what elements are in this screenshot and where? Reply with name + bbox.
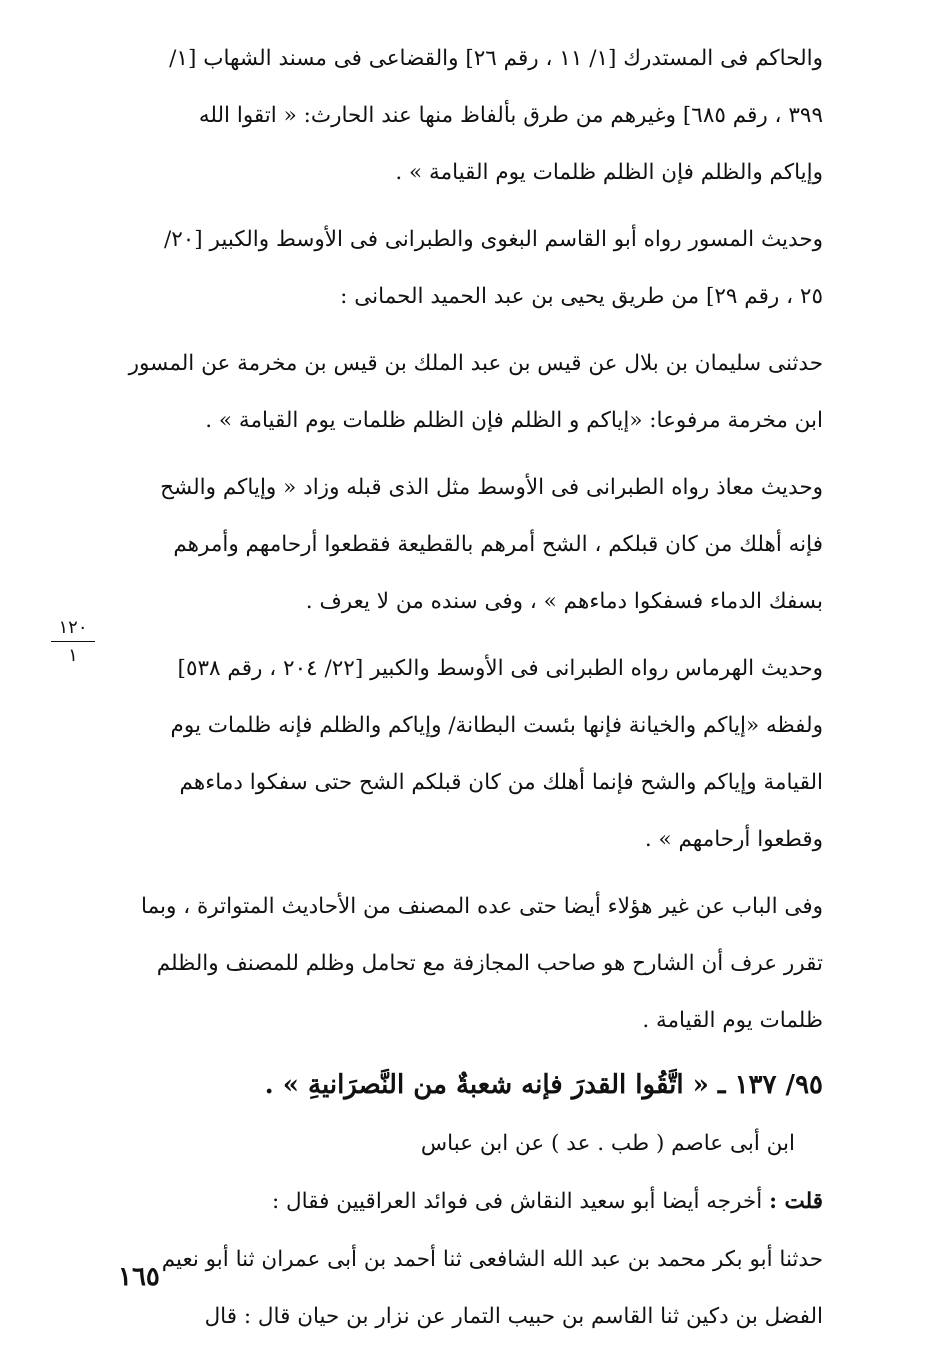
text-line: ابن مخرمة مرفوعا: «إياكم و الظلم فإن الظلم ظلمات يوم القيامة » . (205, 408, 823, 433)
paragraph-isnad-naqqash (108, 1231, 823, 1345)
folio-divider (51, 641, 95, 642)
paragraph-isnad-sulayman (108, 335, 823, 449)
qult-text: أخرجه أيضا أبو سعيد النقاش فى فوائد العراقيين فقال : (271, 1189, 770, 1214)
text-line: حدثنا أبو بكر محمد بن عبد الله الشافعى ثنا أحمد بن أبى عمران ثنا أبو نعيم (161, 1247, 823, 1272)
qult-label: قلت : (769, 1189, 823, 1214)
qult-line (108, 1173, 823, 1231)
text-line: وحديث المسور رواه أبو القاسم البغوى والطبرانى فى الأوسط والكبير [٢٠/ (163, 227, 823, 252)
text-line: ظلمات يوم القيامة . (642, 1008, 823, 1033)
text-line: وفى الباب عن غير هؤلاء أيضا حتى عده المصنف من الأحاديث المتواترة ، وبما (141, 894, 823, 919)
hadith-source-line: ابن أبى عاصم ( طب . عد ) عن ابن عباس (420, 1131, 795, 1156)
text-line: وحديث معاذ رواه الطبرانى فى الأوسط مثل الذى قبله وزاد « وإياكم والشح (160, 475, 823, 500)
text-line: فإنه أهلك من كان قبلكم ، الشح أمرهم بالقطيعة فقطعوا أرحامهم وأمرهم (173, 532, 823, 557)
paragraph-mutawatir-note (108, 878, 823, 1049)
text-line: ٢٥ ، رقم ٢٩] من طريق يحيى بن عبد الحميد الحمانى : (340, 284, 823, 309)
paragraph-muadh-hadith (108, 459, 823, 630)
text-line: بسفك الدماء فسفكوا دماءهم » ، وفى سنده من لا يعرف . (305, 589, 823, 614)
text-line: القيامة وإياكم والشح فإنما أهلك من كان قبلكم الشح حتى سفكوا دماءهم (179, 770, 823, 795)
text-line: ٣٩٩ ، رقم ٦٨٥] وغيرهم من طرق بألفاظ منها عند الحارث: « اتقوا الله (198, 103, 823, 128)
manuscript-folio-marker (48, 618, 98, 666)
page-number: ١٦٥ (118, 1262, 160, 1292)
folio-side: ١ (68, 645, 78, 666)
text-line: تقرر عرف أن الشارح هو صاحب المجازفة مع تحامل وظلم للمصنف والظلم (156, 951, 823, 976)
text-line: حدثنى سليمان بن بلال عن قيس بن عبد الملك بن قيس بن مخرمة عن المسور (128, 351, 823, 376)
text-line: وقطعوا أرحامهم » . (644, 827, 823, 852)
paragraph-hakim-qudai (108, 30, 823, 201)
paragraph-miswar-hadith (108, 211, 823, 325)
paragraph-hirmas-hadith (108, 640, 823, 868)
text-line: وحديث الهرماس رواه الطبرانى فى الأوسط والكبير [٢٢/ ٢٠٤ ، رقم ٥٣٨] (177, 656, 823, 681)
main-text-column (108, 30, 823, 1355)
text-line: والحاكم فى المستدرك [١/ ١١ ، رقم ٢٦] والقضاعى فى مسند الشهاب [١/ (169, 46, 823, 71)
folio-number: ١٢٠ (58, 617, 88, 638)
hadith-heading: ٩٥/ ١٣٧ ـ « اتَّقُوا القدرَ فإنه شعبةٌ من النَّصرَانيةِ » . (264, 1070, 823, 1100)
text-line: وإياكم والظلم فإن الظلم ظلمات يوم القيامة » . (395, 160, 823, 185)
text-line: ولفظه «إياكم والخيانة فإنها بئست البطانة/ وإياكم والظلم فإنه ظلمات يوم (170, 713, 823, 738)
text-line: الفضل بن دكين ثنا القاسم بن حبيب التمار عن نزار بن حيان قال : قال (204, 1304, 823, 1329)
